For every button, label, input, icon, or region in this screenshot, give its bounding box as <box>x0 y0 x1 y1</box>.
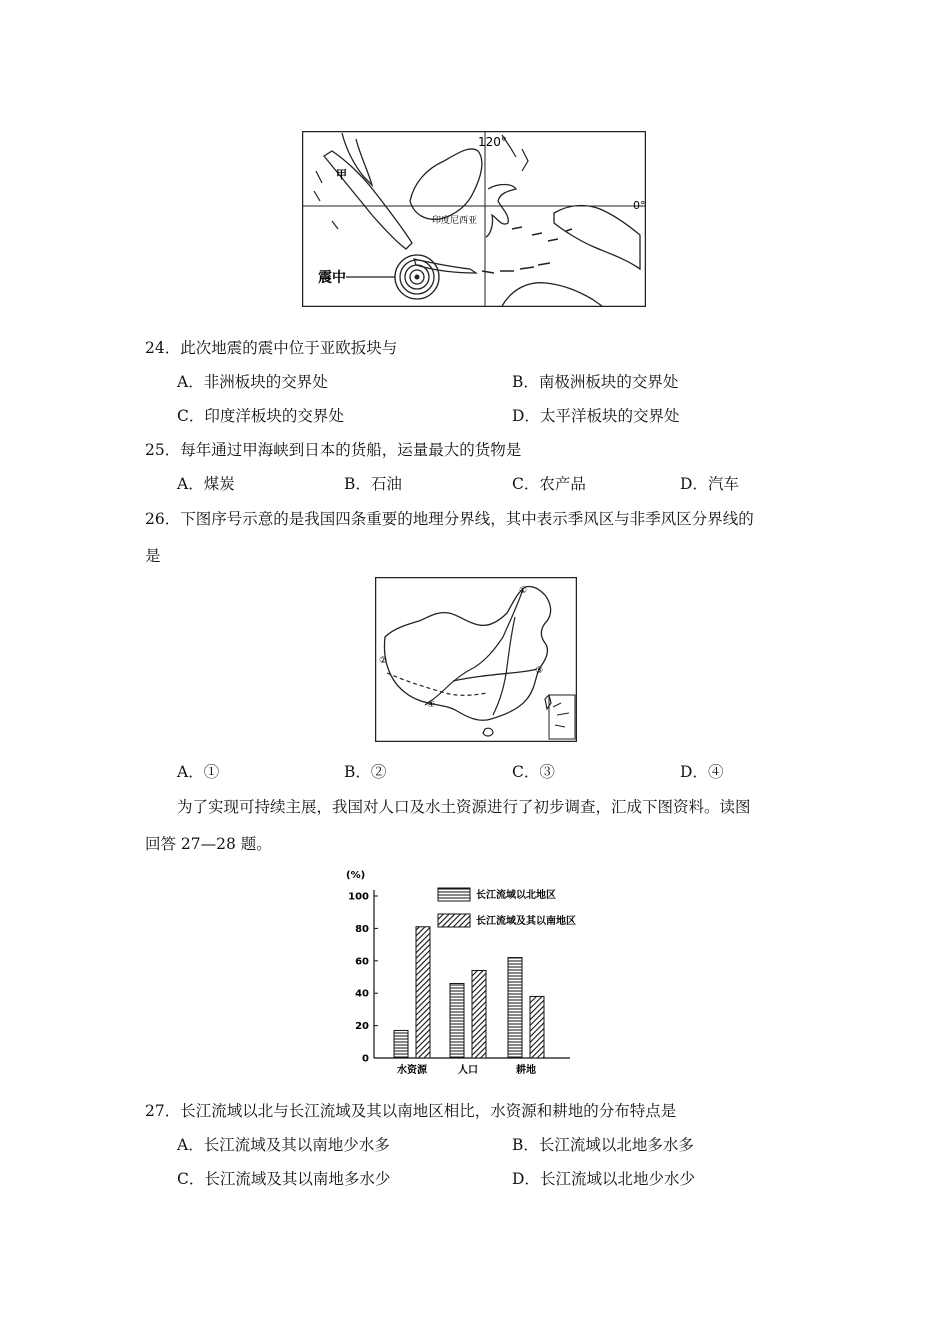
q27-option-a[interactable]: A．长江流域及其以南地少水多 <box>177 1136 390 1154</box>
y-tick-label: 60 <box>355 956 369 968</box>
q26-option-c[interactable]: C．③ <box>512 763 555 781</box>
china-boundary-map <box>375 577 577 742</box>
epicenter-label: 震中 <box>318 270 346 286</box>
chart-legend <box>438 888 576 927</box>
q27-option-d[interactable]: D．长江流域以北地少水少 <box>512 1170 695 1188</box>
y-tick-label: 40 <box>355 988 369 1000</box>
q24-option-b[interactable]: B．南极洲板块的交界处 <box>512 373 679 391</box>
legend-swatch-north <box>438 888 470 901</box>
indonesia-label: 印度尼西亚 <box>432 216 478 226</box>
q25-option-c[interactable]: C．农产品 <box>512 475 586 493</box>
intro-line1: 为了实现可持续主展，我国对人口及水土资源进行了初步调查，汇成下图资料。读图 <box>177 798 751 816</box>
q27-option-b[interactable]: B．长江流域以北地多水多 <box>512 1136 694 1154</box>
bar-south-2 <box>472 971 486 1058</box>
x-category-label: 耕地 <box>516 1065 536 1076</box>
legend-label-north: 长江流域以北地区 <box>476 890 556 901</box>
china-map-frame <box>376 578 577 742</box>
intro-line2: 回答 27—28 题。 <box>145 835 272 853</box>
x-category-label: 人口 <box>458 1065 478 1076</box>
bar-north-2 <box>450 983 464 1058</box>
y-tick-label: 80 <box>355 923 369 935</box>
equator-label: 0° <box>633 199 646 212</box>
q26-number: 26． <box>145 510 181 528</box>
q25-number: 25． <box>145 441 181 459</box>
q27-stem <box>145 1099 676 1121</box>
x-axis-labels <box>397 1063 536 1076</box>
legend-label-south: 长江流域及其以南地区 <box>476 916 576 927</box>
bars <box>394 927 544 1058</box>
x-category-label: 水资源 <box>397 1065 427 1076</box>
q27-text: 长江流域以北与长江流域及其以南地区相比，水资源和耕地的分布特点是 <box>180 1102 677 1120</box>
y-tick-label: 20 <box>355 1021 369 1033</box>
y-tick-label: 100 <box>348 891 369 903</box>
q26-option-d[interactable]: D．④ <box>680 763 724 781</box>
q25-option-b[interactable]: B．石油 <box>344 475 402 493</box>
q24-option-c[interactable]: C．印度洋板块的交界处 <box>177 407 344 425</box>
bar-south-1 <box>416 927 430 1058</box>
map-label-3: ③ <box>535 666 544 676</box>
southeast-asia-map <box>302 131 646 307</box>
q26-stem-line2: 是 <box>145 547 161 565</box>
q26-text: 下图序号示意的是我国四条重要的地理分界线，其中表示季风区与非季风区分界线的 <box>180 510 754 528</box>
q25-text: 每年通过甲海峡到日本的货船，运量最大的货物是 <box>180 441 522 459</box>
q24-number: 24． <box>145 339 181 357</box>
q25-option-d[interactable]: D．汽车 <box>680 475 739 493</box>
chart-y-unit: (%) <box>346 870 366 881</box>
bar-north-1 <box>394 1030 408 1058</box>
map-label-1: ① <box>519 586 528 596</box>
q25-option-a[interactable]: A．煤炭 <box>177 475 235 493</box>
q24-stem <box>145 336 397 358</box>
q26-option-b[interactable]: B．② <box>344 763 387 781</box>
q26-option-a[interactable]: A．① <box>177 763 220 781</box>
q24-option-d[interactable]: D．太平洋板块的交界处 <box>512 407 680 425</box>
legend-swatch-south <box>438 914 470 927</box>
resource-bar-chart <box>340 864 612 1080</box>
q24-text: 此次地震的震中位于亚欧扳块与 <box>180 339 398 357</box>
bar-north-3 <box>508 958 522 1058</box>
longitude-label: 120° <box>478 135 507 149</box>
map-label-2: ② <box>379 656 388 666</box>
q27-option-c[interactable]: C．长江流域及其以南地多水少 <box>177 1170 391 1188</box>
bar-south-3 <box>530 996 544 1058</box>
map-label-4: ④ <box>427 700 436 710</box>
q25-stem <box>145 438 521 460</box>
q26-stem-line1 <box>145 507 754 529</box>
q27-number: 27． <box>145 1102 181 1120</box>
q24-option-a[interactable]: A．非洲板块的交界处 <box>177 373 328 391</box>
strait-label: 甲 <box>336 168 347 181</box>
y-tick-label: 0 <box>362 1053 369 1065</box>
